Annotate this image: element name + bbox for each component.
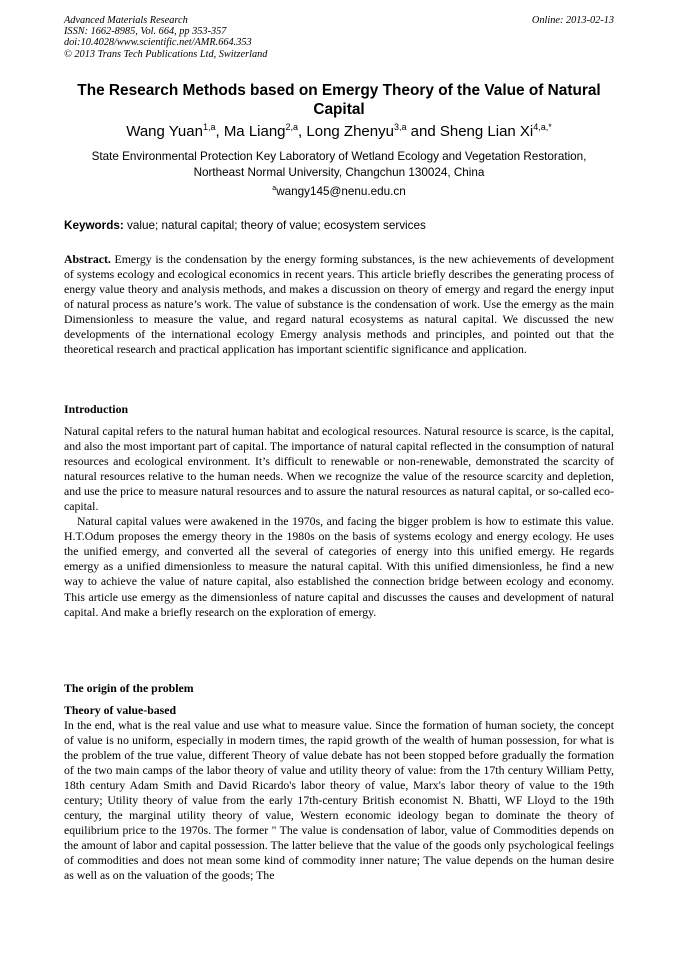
section-heading-origin: The origin of the problem bbox=[64, 681, 194, 695]
author-affiliation-mark: 1,a bbox=[202, 122, 216, 132]
author-email bbox=[50, 185, 628, 198]
journal-name: Advanced Materials Research bbox=[64, 15, 188, 26]
author-name: Sheng Lian Xi bbox=[439, 123, 534, 140]
author-list bbox=[40, 123, 638, 140]
introduction-body bbox=[64, 424, 614, 620]
author-name: Ma Liang bbox=[223, 123, 286, 140]
online-date: Online: 2013-02-13 bbox=[531, 15, 614, 26]
author-name: Long Zhenyu bbox=[306, 123, 394, 140]
keywords-text: value; natural capital; theory of value; ecosystem services bbox=[123, 219, 426, 232]
section-heading-introduction: Introduction bbox=[64, 402, 129, 416]
paragraph: In the end, what is the real value and use what to measure value. Since the formation of human society, the concept of value is no uniform, especially in modern times, the rapid growth of the wealth of human possession, for what is the problem of the true value, different Theory of value debate has not been stopped before gradually the formation of the two main camps of the labor theory of value and utility theory of value: from the 17th century William Petty, 18th century Adam Smith and David Ricardo's labor theory of value, Marx's labor theory of value to the 19th century; Utility theory of value from the early 17th-century British economist N. Bhatti, WF Lloyd to the 19th century, the marginal utility theory of value, Western economic ideology began to dominate the theory of equilibrium price to the 1970s. The former " The value is condensation of labor, value of Commodities depends on the amount of labor and capital possession. The latter believe that the value of the goods only psychological feelings of commodities and does not mean some kind of commodity inner nature; The value depends on the human desire as well as on the valuation of the goods; The bbox=[64, 718, 614, 883]
keywords bbox=[64, 219, 614, 232]
author-separator: and bbox=[406, 123, 440, 140]
copyright-line: © 2013 Trans Tech Publications Ltd, Switzerland bbox=[64, 48, 268, 60]
paragraph: Natural capital refers to the natural human habitat and ecological resources. Natural resource is scarce, is the capital, and also the most important part of capital. The importance of natural capital reflected in the consumption of natural resources and ecological environment. It’s difficult to renewable or non-renewable, demonstrated the scarcity of natural resources relative to the human needs. When we recognize the value of the resource scarcity and depletion, and use the price to measure natural resources and to assure the natural resources as natural capital, or so-called eco-capital. bbox=[64, 424, 614, 514]
author-name: Wang Yuan bbox=[126, 123, 203, 140]
journal-header bbox=[64, 15, 267, 60]
origin-body bbox=[64, 718, 614, 884]
subsection-heading: Theory of value-based bbox=[64, 703, 177, 717]
email-address[interactable]: wangy145@nenu.edu.cn bbox=[276, 185, 406, 198]
abstract-label: Abstract. bbox=[64, 252, 111, 266]
author-affiliation-mark: 4,a,* bbox=[533, 122, 552, 132]
abstract-text: Emergy is the condensation by the energy forming substances, is the new achievements of development of systems ecology and ecological economics in recent years. This article briefly describes the generating process of energy value theory and analysis methods, and makes a discussion on theory of emergy and regard the energy input of natural process as nature’s work. The value of substance is the condensation of work. Use the emergy as the main Dimensionless to measure the value, and regard natural ecosystems as natural capital. We discussed the new developments of the international ecology Emergy analysis methods and principles, and pointed out that the theoretical research and practical application has important scientific significance and application. bbox=[64, 252, 614, 357]
keywords-label: Keywords: bbox=[64, 219, 124, 232]
author-affiliation-mark: 2,a bbox=[285, 122, 299, 132]
affiliation-line: State Environmental Protection Key Laboratory of Wetland Ecology and Vegetation Restoration, bbox=[91, 150, 587, 163]
author-separator: , bbox=[215, 123, 224, 140]
doi-line: doi:10.4028/www.scientific.net/AMR.664.353 bbox=[64, 37, 252, 49]
email-mark: a bbox=[272, 185, 277, 192]
affiliation bbox=[50, 149, 628, 181]
paragraph: Natural capital values were awakened in the 1970s, and facing the bigger problem is how to estimate this value. H.T.Odum proposes the emergy theory in the 1980s on the basis of systems ecology and energy ecology. He uses the unified emergy, and converted all the several of categories of energy into this unified emergy. He regards emergy as a unified dimensionless to measure the natural capital. With this unified dimensionless, he find a new way to achieve the value of nature capital, also established the connection bridge between ecology and economy. This article use emergy as the dimensionless of nature capital and discusses the causes and development of natural capital. And make a briefly research on the exploration of emergy. bbox=[64, 514, 614, 619]
issn-line: ISSN: 1662-8985, Vol. 664, pp 353-357 bbox=[64, 26, 227, 38]
paper-title: The Research Methods based on Emergy Theory of the Value of Natural Capital bbox=[77, 82, 601, 118]
abstract bbox=[64, 252, 614, 357]
author-separator: , bbox=[298, 123, 307, 140]
author-affiliation-mark: 3,a bbox=[393, 122, 407, 132]
affiliation-line: Northeast Normal University, Changchun 130024, China bbox=[193, 166, 485, 179]
